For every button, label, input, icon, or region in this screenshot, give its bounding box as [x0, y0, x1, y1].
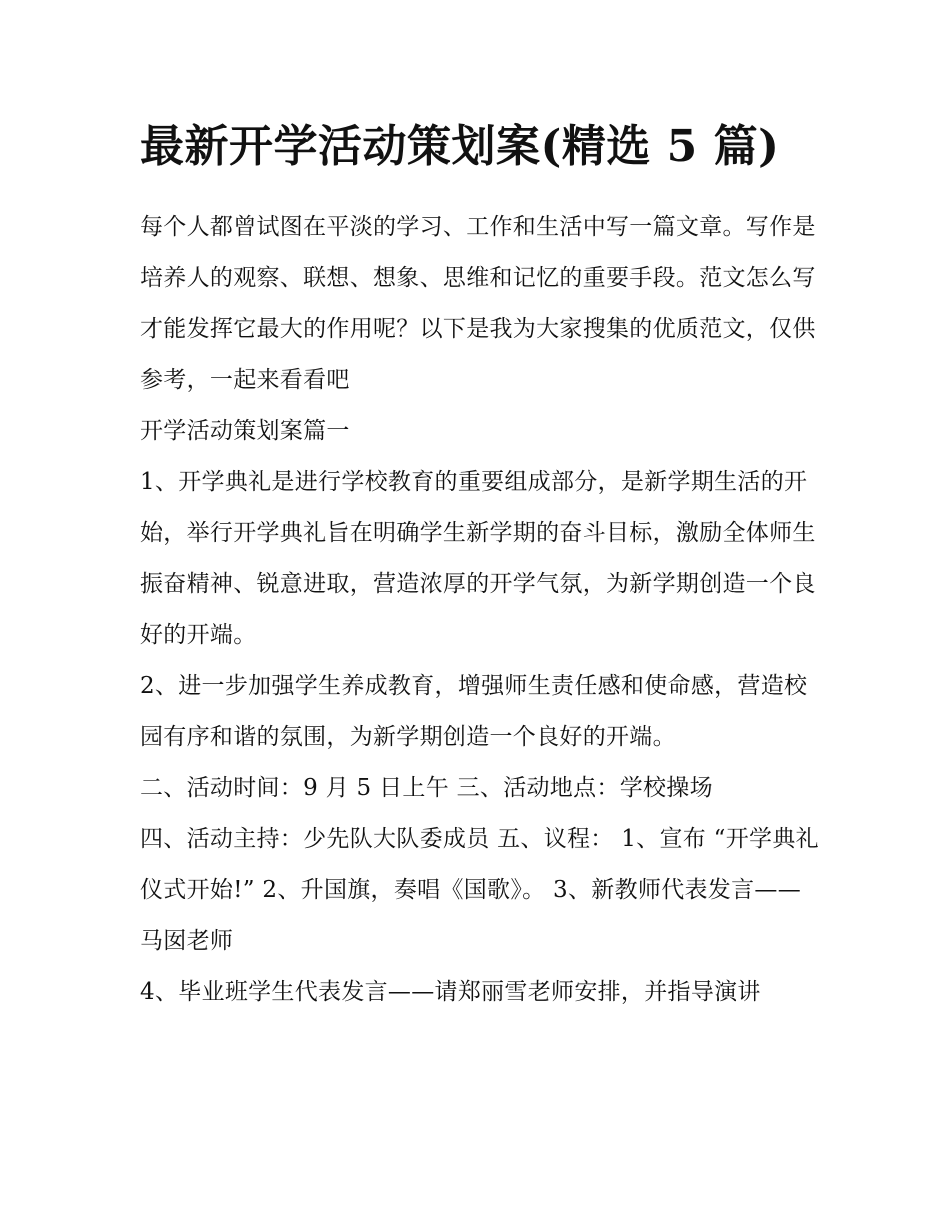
section-heading: 开学活动策划案篇一	[140, 418, 350, 444]
body-paragraph: 4、毕业班学生代表发言——请郑丽雪老师安排，并指导演讲	[140, 979, 761, 1005]
body-paragraph: 1、开学典礼是进行学校教育的重要组成部分，是新学期生活的开始，举行开学典礼旨在明确学生新学期的奋斗目标，激励全体师生振奋精神、锐意进取，营造浓厚的开学气氛，为新学期创造一个良好的开端。	[140, 469, 816, 648]
body-paragraph: 四、活动主持：少先队大队委成员 五、议程： 1、宣布 “开学典礼仪式开始!” 2、升国旗，奏唱《国歌》。 3、新教师代表发言——马囡老师	[140, 826, 819, 954]
document-body	[140, 108, 820, 1018]
intro-paragraph: 每个人都曾试图在平淡的学习、工作和生活中写一篇文章。写作是培养人的观察、联想、想象、思维和记忆的重要手段。范文怎么写才能发挥它最大的作用呢？以下是我为大家搜集的优质范文，仅供参考，一起来看看吧	[140, 214, 816, 393]
document-title: 最新开学活动策划案(精选 5 篇)	[140, 121, 780, 172]
body-paragraph: 二、活动时间：9 月 5 日上午 三、活动地点：学校操场	[140, 775, 713, 801]
body-paragraph: 2、进一步加强学生养成教育，增强师生责任感和使命感，营造校园有序和谐的氛围，为新学期创造一个良好的开端。	[140, 673, 808, 750]
